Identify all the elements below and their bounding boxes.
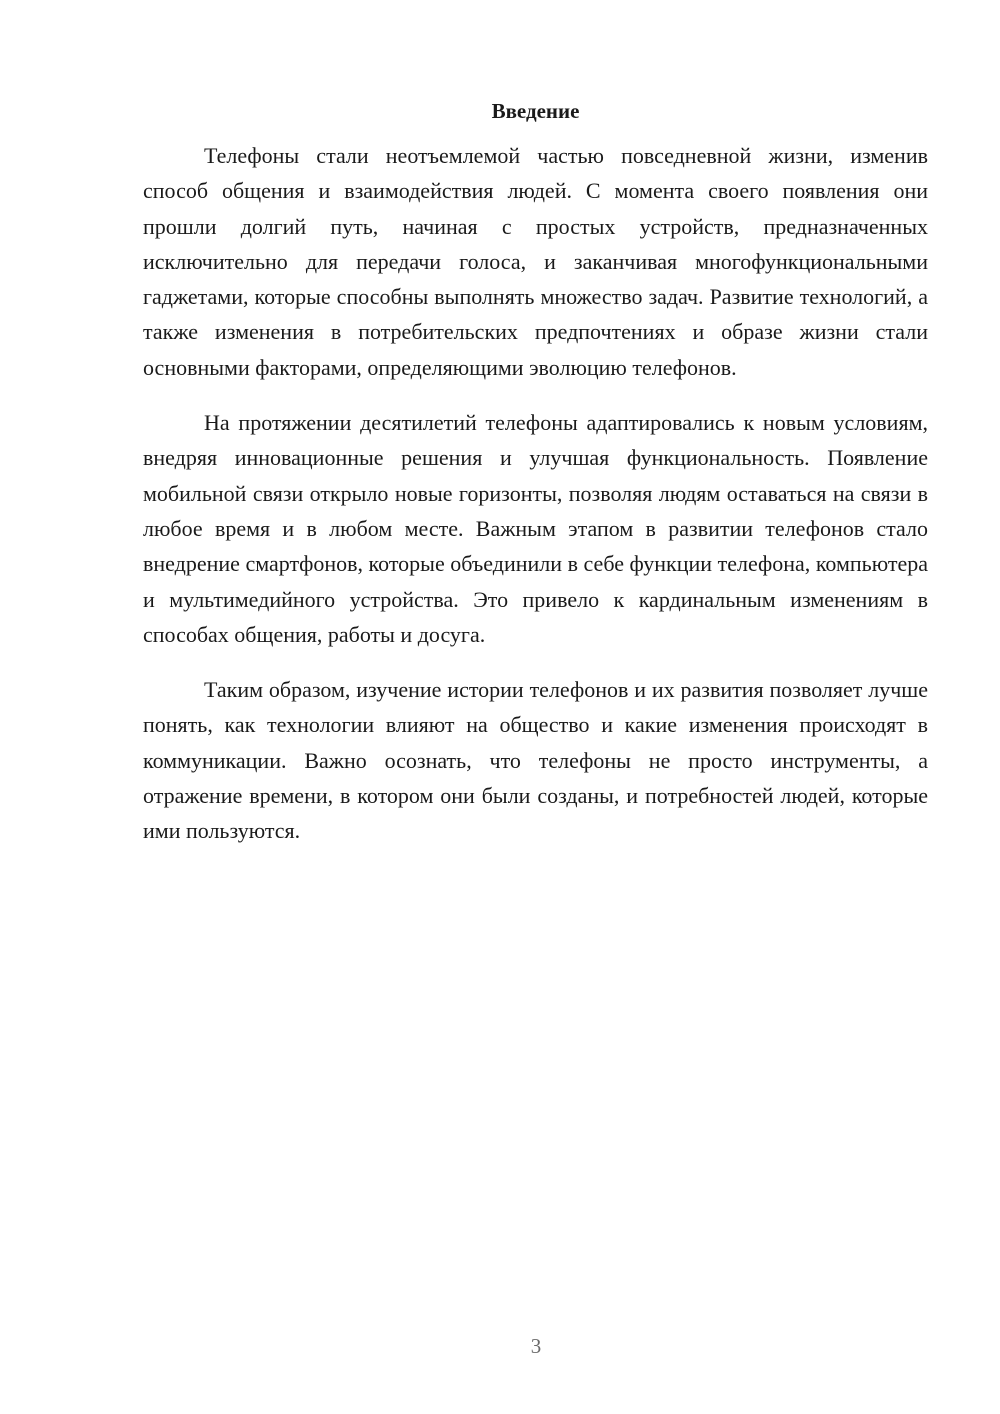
page-number: 3 [530,1334,542,1358]
section-heading: Введение [491,99,580,123]
paragraph-2: На протяжении десятилетий телефоны адаптировались к новым условиям, внедряя инновационные решения и улучшая функциональность. Появление мобильной связи открыло новые горизонты, позволяя людям оставаться на связи в любое время и в любом месте. Важным этапом в развитии телефонов стало внедрение смартфонов, которые объединили в себе функции телефона, компьютера и мультимедийного устройства. Это привело к кардинальным изменениям в способах общения, работы и досуга. [143,410,928,647]
page-content [143,96,928,869]
paragraph-1: Телефоны стали неотъемлемой частью повседневной жизни, изменив способ общения и взаимодействия людей. С момента своего появления они прошли долгий путь, начиная с простых устройств, предназначенных исключительно для передачи голоса, и заканчивая многофункциональными гаджетами, которые способны выполнять множество задач. Развитие технологий, а также изменения в потребительских предпочтениях и образе жизни стали основными факторами, определяющими эволюцию телефонов. [143,143,928,380]
paragraph-3: Таким образом, изучение истории телефонов и их развития позволяет лучше понять, как технологии влияют на общество и какие изменения происходят в коммуникации. Важно осознать, что телефоны не просто инструменты, а отражение времени, в котором они были созданы, и потребностей людей, которые ими пользуются. [143,677,928,844]
